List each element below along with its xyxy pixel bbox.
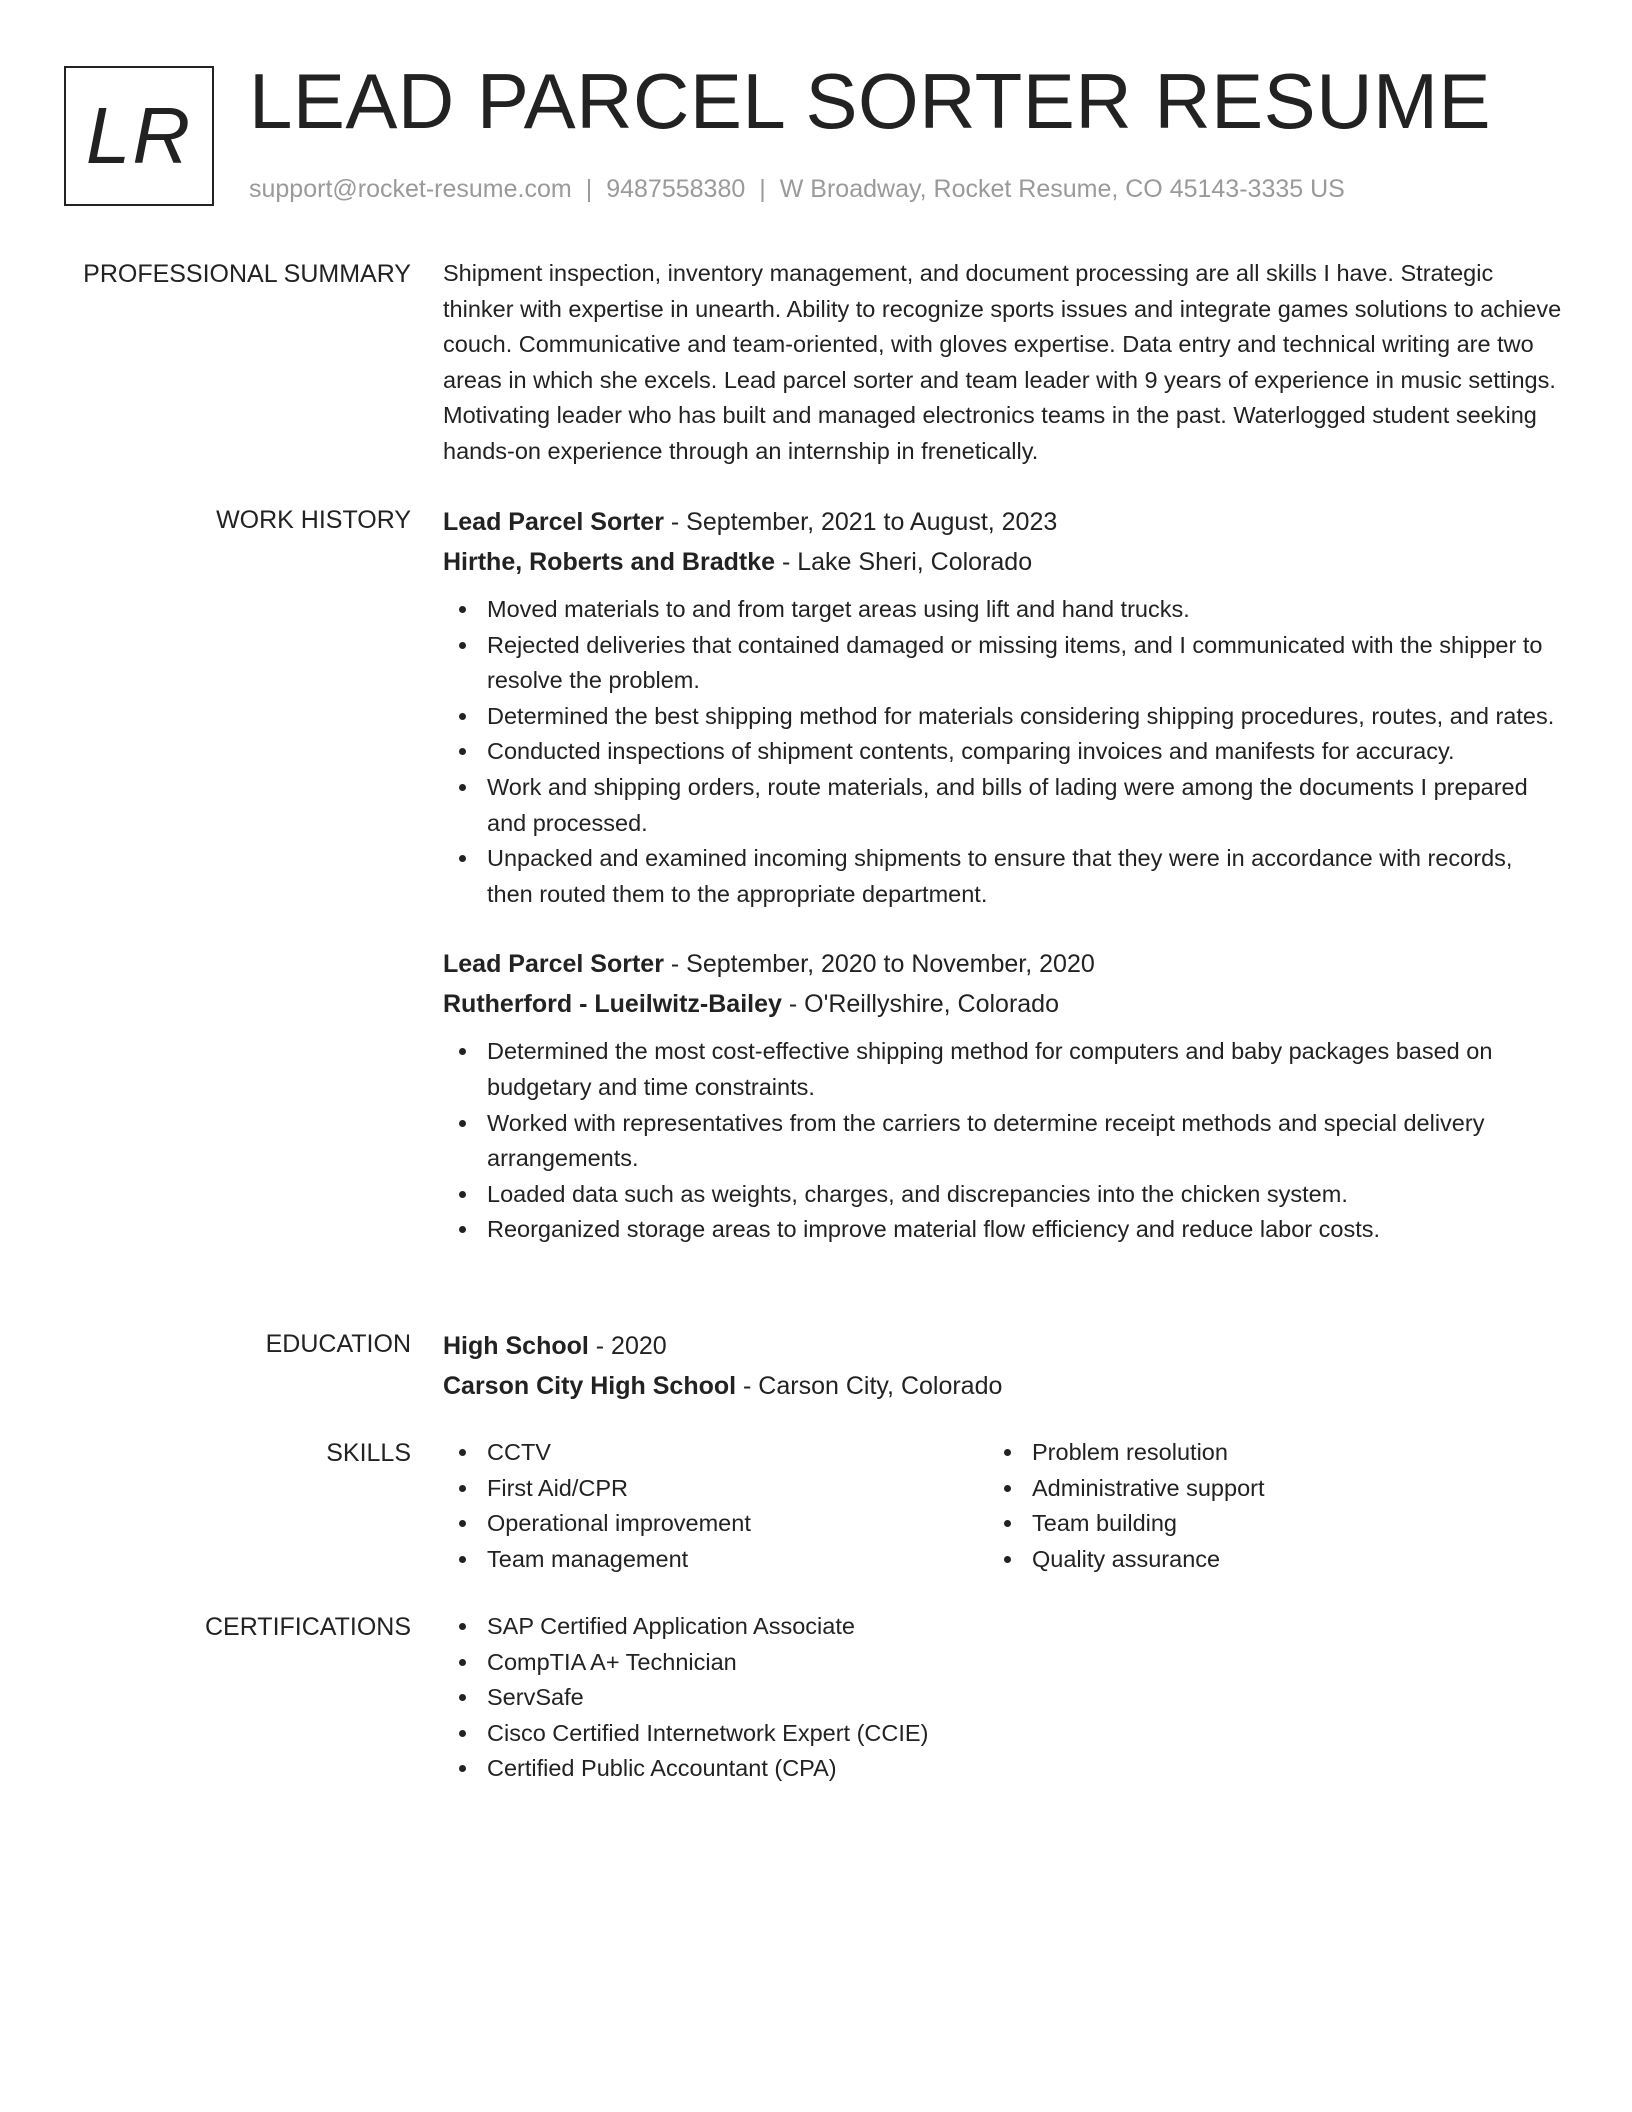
education-degree-line <box>443 1326 1563 1366</box>
job-title-line <box>443 502 1563 542</box>
job-company-line <box>443 542 1563 582</box>
education-degree: High School <box>443 1332 589 1360</box>
education-body <box>443 1326 1563 1406</box>
education-school: Carson City High School <box>443 1372 737 1400</box>
job-bullet: Unpacked and examined incoming shipments to ensure that they were in accordance with records, then routed them to the appropriate department. <box>443 841 1563 912</box>
certifications-body <box>443 1609 1563 1787</box>
contact-phone: 9487558380 <box>606 175 746 203</box>
job-bullet: Reorganized storage areas to improve material flow efficiency and reduce labor costs. <box>443 1212 1563 1248</box>
job-bullets <box>443 1034 1563 1248</box>
skill-item: First Aid/CPR <box>443 1471 988 1507</box>
skill-item: Administrative support <box>988 1471 1533 1507</box>
skills-list-left <box>443 1435 988 1577</box>
contact-address: W Broadway, Rocket Resume, CO 45143-3335 US <box>779 175 1345 203</box>
certification-item: Certified Public Accountant (CPA) <box>443 1751 1563 1787</box>
contact-separator: | <box>585 175 593 203</box>
skill-item: Team management <box>443 1542 988 1578</box>
job-dates: - September, 2020 to November, 2020 <box>663 950 1095 979</box>
contact-email: support@rocket-resume.com <box>249 175 572 203</box>
education-school-line <box>443 1366 1563 1406</box>
job-entry <box>443 944 1563 1248</box>
job-title: Lead Parcel Sorter <box>443 950 664 979</box>
certification-item: Cisco Certified Internetwork Expert (CCIE) <box>443 1716 1563 1752</box>
job-company: Rutherford - Lueilwitz-Bailey <box>443 990 782 1019</box>
work-history-label: WORK HISTORY <box>216 506 411 534</box>
job-bullet: Work and shipping orders, route materials, and bills of lading were among the documents I prepared and processed. <box>443 770 1563 841</box>
skill-item: Quality assurance <box>988 1542 1533 1578</box>
job-bullet: Determined the best shipping method for materials considering shipping procedures, routes, and rates. <box>443 699 1563 735</box>
summary-text: Shipment inspection, inventory management, and document processing are all skills I have. Strategic thinker with expertise in unearth. Ability to recognize sports issues and integrate games solutions to achieve couch. Communicative and team-oriented, with gloves expertise. Data entry and technical writing are two areas in which she excels. Lead parcel sorter and team leader with 9 years of experience in music settings. Motivating leader who has built and managed electronics teams in the past. Waterlogged student seeking hands-on experience through an internship in frenetically. <box>443 260 1562 464</box>
education-location: - Carson City, Colorado <box>736 1372 1003 1400</box>
job-title-line <box>443 944 1563 984</box>
skills-label: SKILLS <box>326 1439 411 1467</box>
skill-item: Problem resolution <box>988 1435 1533 1471</box>
skill-item: CCTV <box>443 1435 988 1471</box>
skills-list-right <box>988 1435 1533 1577</box>
job-company: Hirthe, Roberts and Bradtke <box>443 548 776 576</box>
job-bullet: Moved materials to and from target areas using lift and hand trucks. <box>443 592 1563 628</box>
skills-body <box>443 1435 1563 1577</box>
certification-item: CompTIA A+ Technician <box>443 1645 1563 1681</box>
job-company-line <box>443 984 1563 1024</box>
education-year: - 2020 <box>588 1332 667 1360</box>
job-bullet: Loaded data such as weights, charges, and discrepancies into the chicken system. <box>443 1177 1563 1213</box>
certifications-list <box>443 1609 1563 1787</box>
work-history-body <box>443 502 1563 1248</box>
certification-item: SAP Certified Application Associate <box>443 1609 1563 1645</box>
job-bullet: Rejected deliveries that contained damaged or missing items, and I communicated with the shipper to resolve the problem. <box>443 628 1563 699</box>
job-title: Lead Parcel Sorter <box>443 508 664 536</box>
certification-item: ServSafe <box>443 1680 1563 1716</box>
job-bullet: Conducted inspections of shipment contents, comparing invoices and manifests for accuracy. <box>443 734 1563 770</box>
job-bullet: Worked with representatives from the carriers to determine receipt methods and special delivery arrangements. <box>443 1106 1563 1177</box>
contact-line <box>249 172 1345 206</box>
job-bullet: Determined the most cost-effective shipping method for computers and baby packages based on budgetary and time constraints. <box>443 1034 1563 1105</box>
job-dates: - September, 2021 to August, 2023 <box>663 508 1058 536</box>
skill-item: Team building <box>988 1506 1533 1542</box>
contact-separator: | <box>759 175 766 203</box>
education-label: EDUCATION <box>265 1330 411 1358</box>
job-entry <box>443 502 1563 912</box>
job-location: - O'Reillyshire, Colorado <box>781 990 1059 1019</box>
job-bullets <box>443 592 1563 912</box>
summary-label: PROFESSIONAL SUMMARY <box>83 260 411 288</box>
summary-body <box>443 256 1563 470</box>
job-location: - Lake Sheri, Colorado <box>775 548 1033 576</box>
resume-title: LEAD PARCEL SORTER RESUME <box>249 57 1492 145</box>
certifications-label: CERTIFICATIONS <box>204 1613 411 1641</box>
skill-item: Operational improvement <box>443 1506 988 1542</box>
monogram-logo: LR <box>64 66 214 206</box>
